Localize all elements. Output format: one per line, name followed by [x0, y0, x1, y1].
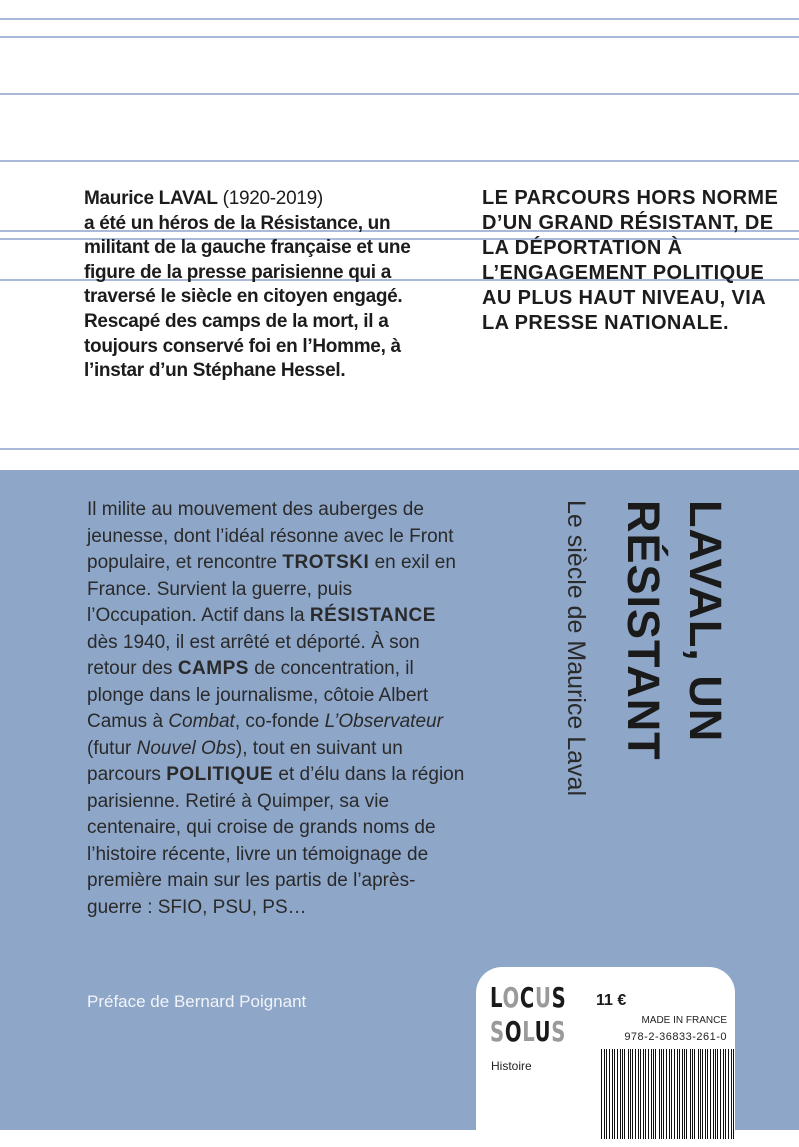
top-section: [0, 0, 799, 470]
author-bio: [84, 187, 444, 384]
blue-panel: [0, 470, 799, 1130]
price: 11 €: [596, 992, 626, 1010]
barcode: [601, 1049, 736, 1139]
barcode-bar: [632, 1049, 633, 1139]
preface-credit: Préface de Bernard Poignant: [87, 992, 306, 1012]
barcode-bar: [614, 1049, 615, 1139]
rule-line: [0, 18, 799, 20]
author-years: (1920-2019): [218, 188, 323, 209]
book-title: LAVAL, UN RÉSISTANT: [612, 500, 736, 860]
barcode-bar: [725, 1049, 726, 1139]
rule-line: [0, 36, 799, 38]
barcode-bar: [694, 1049, 695, 1139]
rule-line: [0, 448, 799, 450]
barcode-bar: [674, 1049, 675, 1139]
publisher-logo: LOCUS SOLUS: [490, 981, 566, 1049]
rule-line: [0, 93, 799, 95]
book-subtitle: Le siècle de Maurice Laval: [560, 500, 592, 860]
price-label: [476, 967, 735, 1147]
barcode-bar: [655, 1049, 656, 1139]
tagline: LE PARCOURS HORS NORME D’UN GRAND RÉSISTANT, DE LA DÉPORTATION À L’ENGAGEMENT POLITIQUE AU PLUS HAUT NIVEAU, VIA LA PRESSE NATIONALE.: [482, 186, 782, 336]
rule-line: [0, 160, 799, 162]
author-name: Maurice LAVAL: [84, 188, 218, 209]
isbn: 978-2-36833-261-0: [624, 1031, 727, 1043]
summary-text: Il milite au mouvement des auberges de jeunesse, dont l’idéal résonne avec le Front populaire, et rencontre TROTSKI en exil en France. Survient la guerre, puis l’Occupation. Actif dans la RÉSISTANCE dès 1940, il est arrêté et déporté. À son retour des CAMPS de concentration, il plonge dans le journalisme, côtoie Albert Camus à Combat, co-fonde L’Observateur (futur Nouvel Obs), tout en suivant un parcours POLITIQUE et d’élu dans la région parisienne. Retiré à Quimper, sa vie centenaire, qui croise de grands noms de l’histoire récente, livre un témoignage de première main sur les partis de l’après-guerre : SFIO, PSU, PS…: [87, 497, 467, 921]
made-in: MADE IN FRANCE: [641, 1015, 727, 1026]
collection-name: Histoire: [491, 1059, 532, 1073]
bio-text: a été un héros de la Résistance, un militant de la gauche française et une figure de la presse parisienne qui a traversé le siècle en citoyen engagé. Rescapé des camps de la mort, il a toujours conservé foi en l’Homme, à l’instar d’un Stéphane Hessel.: [84, 213, 410, 382]
